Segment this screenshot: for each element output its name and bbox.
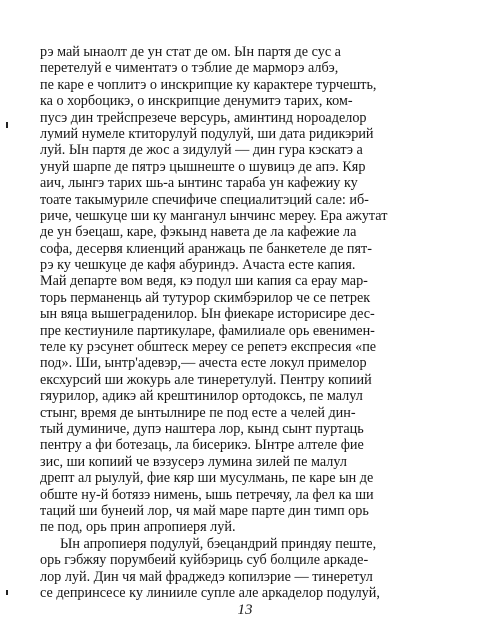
text-line: пре кестиуниле партикуларе, фамилиале орь евенимен-	[40, 322, 375, 339]
text-line: пентру а фи ботезаць, ла бисерикэ. Ынтре алтеле фие	[40, 437, 364, 454]
text-line: торь перманенць ай тутурор скимбэрилор че се петрек	[40, 289, 371, 306]
text-line: лумий нумеле ктиторулуй подулуй, ши дата ридикэрий	[40, 125, 374, 142]
text-line: де ун бэецаш, каре, фэкынд навета де ла кафежие ла	[40, 224, 357, 241]
text-line: теле ку рэсунет обштеск мереу се репетэ експресия «пе	[40, 339, 377, 356]
text-line: дрепт ал рыулуй, фие кяр ши мусулмань, пе каре ын де	[40, 470, 374, 487]
text-line: таций ши бунеий лор, чя май маре парте дин тимп орь	[40, 502, 369, 519]
text-line: Май департе вом ведя, кэ подул ши капия са ерау мар-	[40, 273, 368, 290]
text-line: под». Ши, ынтр'адевэр,— ачеста есте локул примелор	[40, 355, 367, 372]
text-line: орь гэбжяу порумбеий куйбэриць суб болциле аркаде-	[40, 552, 369, 569]
text-line: ексхурсий ши жокурь але тинеретулуй. Пентру копиий	[40, 371, 372, 388]
text-line: лор луй. Дин чя май фраджедэ копилэрие — тинеретул	[40, 568, 373, 585]
margin-mark	[6, 122, 8, 128]
text-line: ка о хорбоцикэ, о инскрипцие денумитэ тарих, ком-	[40, 93, 353, 110]
text-line: рэ май ынаолт де ун стат де ом. Ын партя де сус а	[40, 44, 341, 60]
text-line: тый думиниче, дупэ наштера лор, кынд сынт пуртаць	[40, 420, 364, 437]
text-line: се депринсесе ку линииле супле але аркаделор подулуй,	[40, 584, 380, 601]
text-line: гяурилор, адикэ ай крештинилор ортодоксь, пе малул	[40, 388, 363, 405]
text-line: пусэ дин трейспрезече версурь, аминтинд нороаделор	[40, 109, 367, 126]
margin-mark	[6, 590, 8, 595]
text-line: ын вяца вышеграденилор. Ын фиекаре историсире дес-	[40, 306, 375, 323]
text-line: софа, десервя клиенций аранжаць пе банкетеле де пят-	[40, 240, 372, 257]
text-line: аич, лынгэ тарих шь-а ынтинс тараба ун кафежиу ку	[40, 175, 358, 192]
text-line: унуй шарпе де пятрэ цышнеште о шувицэ де апэ. Кяр	[40, 158, 366, 175]
text-line: риче, чешкуце ши ку манганул ынчинс мереу. Ера ажутат	[40, 207, 388, 224]
text-line: стынг, время де ынтылнире пе под есте а челей дин-	[40, 404, 356, 421]
text-line: перетелуй е чиментатэ о тэблие де марморэ албэ,	[40, 60, 339, 77]
page-number: 13	[237, 602, 253, 618]
text-line: луй. Ын партя де жос а зидулуй — дин гура кэскатэ а	[40, 142, 363, 159]
text-line: рэ ку чешкуце де кафя абуриндэ. Ачаста есте капия.	[40, 257, 356, 274]
body-text	[40, 44, 440, 601]
text-line: пе каре е чоплитэ о инскрипцие ку карактере турчешть,	[40, 76, 377, 93]
text-line: пе под, орь прин апропиеря луй.	[40, 519, 236, 536]
text-line: обште ну-й ботязэ нимень, ышь петречяу, ла фел ка ши	[40, 486, 374, 503]
text-line: тоате такымуриле спечифиче специалитэций сале: иб-	[40, 191, 369, 208]
text-line: Ын апропиеря подулуй, бэецандрий приндяу пеште,	[60, 535, 377, 552]
text-line: зис, ши копиий че вэзусерэ лумина зилей пе малул	[40, 453, 347, 470]
